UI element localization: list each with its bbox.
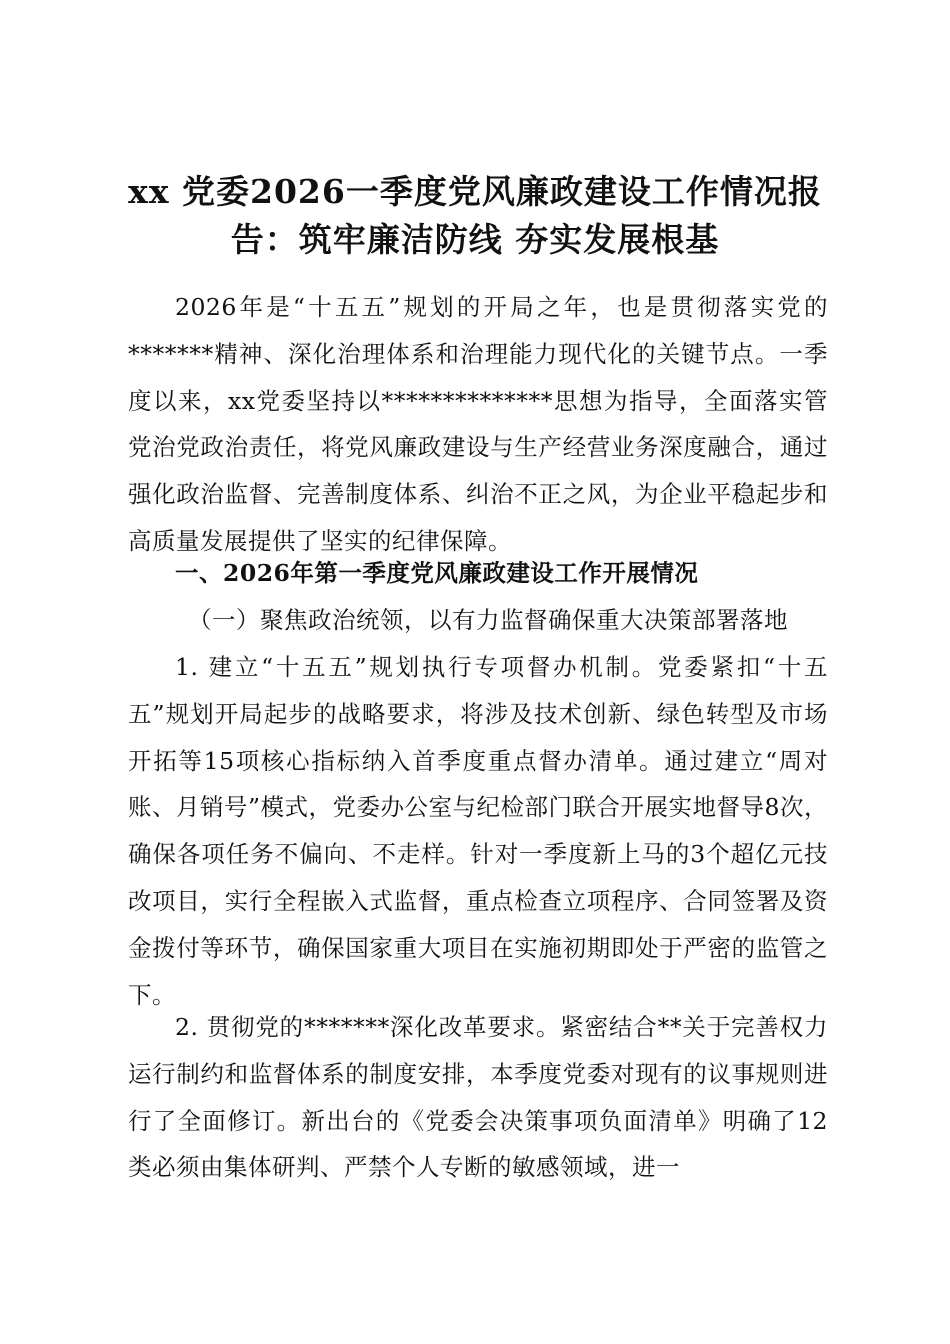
item-1-paragraph: 1. 建立“十五五”规划执行专项督办机制。党委紧扣“十五五”规划开局起步的战略要求，将涉及技术创新、绿色转型及市场开拓等15项核心指标纳入首季度重点督办清单。通过建立“周对账、月销号”模式，党委办公室与纪检部门联合开展实地督导8次，确保各项任务不偏向、不走样。针对一季度新上马的3个超亿元技改项目，实行全程嵌入式监督，重点检查立项程序、合同签署及资金拨付等环节，确保国家重大项目在实施初期即处于严密的监管之下。 bbox=[128, 653, 828, 1009]
document-title: xx 党委2026一季度党风廉政建设工作情况报告：筑牢廉洁防线 夯实发展根基 bbox=[128, 172, 822, 259]
section-heading: 一、2026年第一季度党风廉政建设工作开展情况 bbox=[175, 559, 699, 587]
item-2-paragraph: 2. 贯彻党的*******深化改革要求。紧密结合**关于完善权力运行制约和监督体系的制度安排，本季度党委对现有的议事规则进行了全面修订。新出台的《党委会决策事项负面清单》明确了12类必须由集体研判、严禁个人专断的敏感领域，进一 bbox=[128, 1013, 828, 1182]
sub-heading: （一）聚焦政治统领，以有力监督确保重大决策部署落地 bbox=[188, 606, 788, 634]
intro-paragraph: 2026年是“十五五”规划的开局之年，也是贯彻落实党的*******精神、深化治理体系和治理能力现代化的关键节点。一季度以来，xx党委坚持以**************思想为指导，全面落实管党治党政治责任，将党风廉政建设与生产经营业务深度融合，通过强化政治监督、完善制度体系、纠治不正之风，为企业平稳起步和高质量发展提供了坚实的纪律保障。 bbox=[128, 293, 828, 555]
